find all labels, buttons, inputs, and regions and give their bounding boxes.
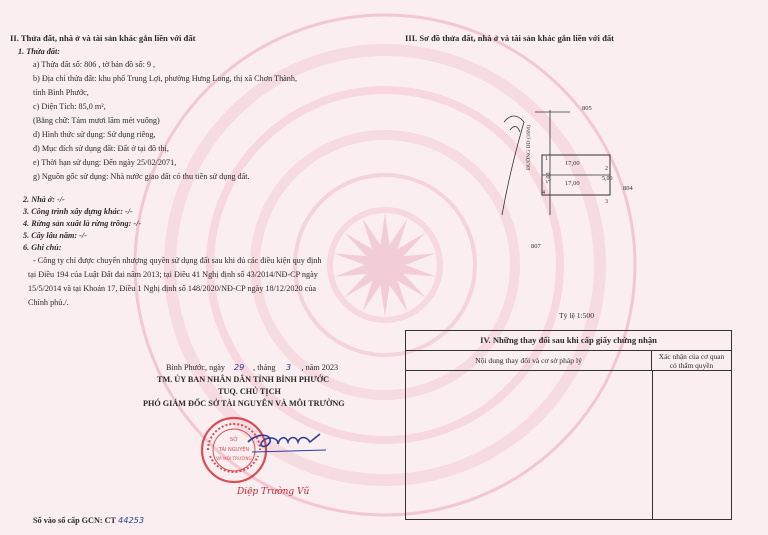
official-seal xyxy=(202,418,266,482)
house-item: 2. Nhà ở: -/- xyxy=(23,195,65,204)
sign-authority: TM. ỦY BAN NHÂN DÂN TỈNH BÌNH PHƯỚC xyxy=(157,375,330,384)
parcel-address-line1: b) Địa chỉ thửa đất: khu phố Trung Lợi, phường Hưng Long, thị xã Chơn Thành, xyxy=(33,74,298,83)
construction-item: 3. Công trình xây dựng khác: -/- xyxy=(23,207,133,216)
use-origin: g) Nguồn gốc sử dụng: Nhà nước giao đất có thu tiền sử dụng đất. xyxy=(33,172,250,181)
road-label: ĐƯỜNG DD (16M) xyxy=(526,125,532,170)
changes-table xyxy=(405,330,732,520)
perennial-item: 5. Cây lâu năm: -/- xyxy=(23,231,87,240)
note-line-4: Chính phủ./. xyxy=(28,298,69,307)
land-heading: 1. Thửa đất: xyxy=(18,47,60,56)
right-width: 5,00 xyxy=(602,176,613,182)
changes-col-content: Nội dung thay đổi và cơ sở pháp lý xyxy=(406,350,652,371)
parcel-map xyxy=(490,100,650,250)
svg-text:TÀI NGUYÊN: TÀI NGUYÊN xyxy=(218,447,250,453)
point-3: 3 xyxy=(605,199,608,205)
section-2-title: II. Thửa đất, nhà ở và tài sản khác gắn liền với đất xyxy=(10,33,196,43)
note-line-1: - Công ty chỉ được chuyển nhượng quyền sử dụng đất sau khi đủ các điều kiện quy định xyxy=(33,256,322,265)
note-line-2: tại Điều 194 của Luật Đất đai năm 2013; tại Điều 41 Nghị định số 43/2014/NĐ-CP ngày xyxy=(28,270,318,279)
section-3-title: III. Sơ đồ thửa đất, nhà ở và tài sản khác gắn liền với đất xyxy=(405,33,615,43)
sign-date: Bình Phước, ngày 29 , tháng 3 , năm 2023 xyxy=(166,362,339,372)
bottom-length: 17,00 xyxy=(565,180,580,187)
neighbor-807: 807 xyxy=(531,243,541,250)
parcel-address-line2: tỉnh Bình Phước, xyxy=(33,88,89,97)
use-form: d) Hình thức sử dụng: Sử dụng riêng, xyxy=(33,130,156,139)
map-road-edge-west xyxy=(502,116,524,215)
point-4: 4 xyxy=(542,190,545,196)
use-term: e) Thời hạn sử dụng: Đến ngày 25/02/2071, xyxy=(33,158,177,167)
notes-heading: 6. Ghi chú: xyxy=(23,243,62,252)
forest-item: 4. Rừng sản xuất là rừng trồng: -/- xyxy=(23,219,142,228)
svg-text:VÀ MÔI TRƯỜNG: VÀ MÔI TRƯỜNG xyxy=(216,456,252,461)
issue-register-number: Số vào sổ cấp GCN: CT 44253 xyxy=(33,515,145,525)
neighbor-804: 804 xyxy=(623,185,633,192)
parcel-number: a) Thửa đất số: 806 , tờ bản đồ số: 9 , xyxy=(33,60,156,69)
use-purpose: đ) Mục đích sử dụng đất: Đất ở tại đô thị, xyxy=(33,144,169,153)
parcel-area-words: (Bằng chữ: Tám mươi lăm mét vuông) xyxy=(33,116,160,125)
handwritten-signature xyxy=(248,434,320,446)
svg-text:SỞ: SỞ xyxy=(229,437,239,443)
note-line-3: 15/5/2014 và tại Khoản 17, Điều 1 Nghị định số 148/2020/NĐ-CP ngày 18/12/2020 của xyxy=(28,284,317,293)
point-1: 1 xyxy=(545,156,548,162)
top-length: 17,00 xyxy=(565,160,580,167)
map-scale: Tỷ lệ 1:500 xyxy=(559,311,595,320)
parcel-area: c) Diện Tích: 85,0 m², xyxy=(33,102,106,111)
changes-col-confirmation: Xác nhận của cơ quan có thẩm quyền xyxy=(652,350,731,371)
section-4-title: IV. Những thay đổi sau khi cấp giấy chứng nhận xyxy=(406,331,731,351)
point-2: 2 xyxy=(605,166,608,172)
signer-name: Diệp Trường Vũ xyxy=(237,487,310,497)
neighbor-805: 805 xyxy=(582,105,592,112)
sign-title: PHÓ GIÁM ĐỐC SỞ TÀI NGUYÊN VÀ MÔI TRƯỜNG xyxy=(143,399,345,408)
left-width: 5,00 xyxy=(546,172,552,183)
sign-delegation: TUQ. CHỦ TỊCH xyxy=(218,387,281,396)
